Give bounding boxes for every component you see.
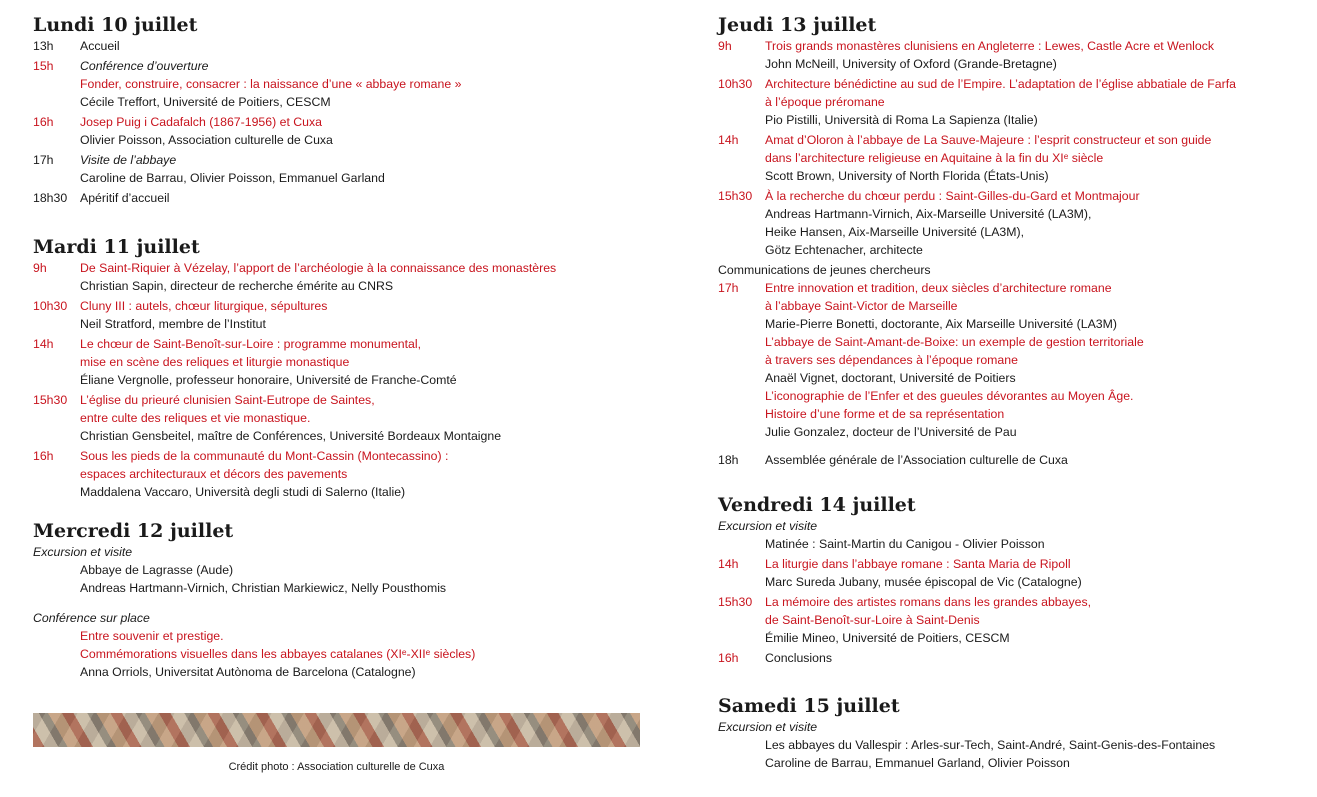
speaker-line: John McNeill, University of Oxford (Grande-Bretagne)	[765, 57, 1057, 71]
session-type: Conférence d’ouverture	[80, 59, 209, 73]
entry-body	[765, 187, 1308, 259]
speaker-line: Andreas Hartmann-Virnich, Christian Markiewicz, Nelly Pousthomis	[80, 581, 447, 595]
day-jeudi	[718, 13, 1308, 471]
entry-time: 15h30	[33, 393, 68, 407]
talk-title: Architecture bénédictine au sud de l’Empire. L’adaptation de l’église abbatiale de Farfa	[765, 77, 1236, 91]
entry-body	[80, 297, 663, 333]
program-entry	[718, 649, 1308, 667]
day-vendredi	[718, 493, 1308, 669]
program-entry	[718, 555, 1308, 591]
talk-title: Trois grands monastères clunisiens en Angleterre : Lewes, Castle Acre et Wenlock	[765, 39, 1215, 53]
entry-body	[765, 649, 1308, 667]
talk-title: espaces architecturaux et décors des pavements	[80, 467, 348, 481]
talk-title: Entre innovation et tradition, deux siècles d’architecture romane	[765, 281, 1112, 295]
entry-time: 10h30	[718, 77, 753, 91]
program-entry	[33, 335, 663, 389]
day-title: Jeudi 13 juillet	[718, 14, 877, 36]
talk-title: Commémorations visuelles dans les abbayes catalanes (XIᵉ-XIIᵉ siècles)	[80, 647, 476, 661]
day-title: Mercredi 12 juillet	[33, 520, 234, 542]
talk-title: L’église du prieuré clunisien Saint-Eutrope de Saintes,	[80, 393, 375, 407]
program-entry	[33, 113, 663, 149]
speaker-line: Maddalena Vaccaro, Università degli studi di Salerno (Italie)	[80, 485, 406, 499]
speaker-line: Julie Gonzalez, docteur de l’Université de Pau	[765, 425, 1017, 439]
entry-time: 16h	[33, 449, 54, 463]
talk-title: à travers ses dépendances à l’époque romane	[765, 353, 1018, 367]
entry-body	[80, 259, 663, 295]
program-entry	[33, 57, 663, 111]
program-entry	[33, 391, 663, 445]
program-entry	[33, 297, 663, 333]
entry-body	[765, 37, 1308, 73]
talk-title: Le chœur de Saint-Benoît-sur-Loire : programme monumental,	[80, 337, 422, 351]
speaker-line: Pio Pistilli, Università di Roma La Sapienza (Italie)	[765, 113, 1038, 127]
entry-body	[80, 335, 663, 389]
program-entry	[33, 447, 663, 501]
program-entry	[718, 279, 1308, 441]
talk-title: De Saint-Riquier à Vézelay, l’apport de l’archéologie à la connaissance des monastères	[80, 261, 557, 275]
program-entry	[718, 535, 1308, 553]
speaker-line: Apéritif d’accueil	[80, 191, 170, 205]
entry-time: 14h	[718, 133, 739, 147]
speaker-line: Götz Echtenacher, architecte	[765, 243, 923, 257]
speaker-line: Anna Orriols, Universitat Autònoma de Barcelona (Catalogne)	[80, 665, 416, 679]
entry-body	[765, 535, 1308, 553]
program-entry	[718, 736, 1308, 772]
speaker-line: Christian Sapin, directeur de recherche émérite au CNRS	[80, 279, 394, 293]
speaker-line: Marc Sureda Jubany, musée épiscopal de Vic (Catalogne)	[765, 575, 1082, 589]
program-entry	[718, 593, 1308, 647]
entry-time: 10h30	[33, 299, 68, 313]
speaker-line: Assemblée générale de l’Association culturelle de Cuxa	[765, 453, 1068, 467]
talk-title: La mémoire des artistes romans dans les grandes abbayes,	[765, 595, 1092, 609]
talk-title: Cluny III : autels, chœur liturgique, sépultures	[80, 299, 328, 313]
day-title: Vendredi 14 juillet	[718, 494, 916, 516]
day-mercredi	[33, 519, 663, 681]
session-type: Visite de l’abbaye	[80, 153, 177, 167]
entry-time: 14h	[718, 557, 739, 571]
program-entry	[718, 187, 1308, 259]
speaker-line	[33, 597, 663, 609]
section-label: Excursion et visite	[718, 519, 818, 533]
speaker-line: Caroline de Barrau, Emmanuel Garland, Olivier Poisson	[765, 756, 1070, 770]
talk-title: de Saint-Benoît-sur-Loire à Saint-Denis	[765, 613, 980, 627]
speaker-line: Caroline de Barrau, Olivier Poisson, Emmanuel Garland	[80, 171, 385, 185]
program-entry	[718, 131, 1308, 185]
program-entry	[33, 151, 663, 187]
talk-title: Josep Puig i Cadafalch (1867-1956) et Cuxa	[80, 115, 322, 129]
talk-title: Entre souvenir et prestige.	[80, 629, 224, 643]
speaker-line: Anaël Vignet, doctorant, Université de Poitiers	[765, 371, 1016, 385]
speaker-line: Scott Brown, University of North Florida (États-Unis)	[765, 169, 1049, 183]
talk-title: à l’époque préromane	[765, 95, 885, 109]
entry-body	[765, 279, 1308, 441]
entry-body	[765, 593, 1308, 647]
entry-body	[765, 555, 1308, 591]
day-mardi	[33, 235, 663, 503]
entry-body	[80, 447, 663, 501]
entry-time: 16h	[33, 115, 54, 129]
entry-time: 16h	[718, 651, 739, 665]
entry-body	[765, 736, 1308, 772]
speaker-line: Éliane Vergnolle, professeur honoraire, Université de Franche-Comté	[80, 373, 457, 387]
entry-time: 9h	[718, 39, 732, 53]
entry-time: 17h	[718, 281, 739, 295]
program-entry	[718, 37, 1308, 73]
talk-title: L’iconographie de l’Enfer et des gueules dévorantes au Moyen Âge.	[765, 389, 1134, 403]
talk-title: Amat d’Oloron à l’abbaye de La Sauve-Majeure : l’esprit constructeur et son guide	[765, 133, 1212, 147]
entry-time: 18h	[718, 453, 739, 467]
speaker-line: Conclusions	[765, 651, 832, 665]
talk-title: Histoire d’une forme et de sa représentation	[765, 407, 1005, 421]
speaker-line: Cécile Treffort, Université de Poitiers, CESCM	[80, 95, 331, 109]
entry-time	[718, 736, 765, 772]
talk-title: entre culte des reliques et vie monastique.	[80, 411, 311, 425]
speaker-line: Neil Stratford, membre de l’Institut	[80, 317, 266, 331]
speaker-line: Andreas Hartmann-Virnich, Aix-Marseille Université (LA3M),	[765, 207, 1092, 221]
entry-body	[80, 189, 663, 207]
day-lundi	[33, 13, 663, 209]
speaker-line: Abbaye de Lagrasse (Aude)	[80, 563, 234, 577]
speaker-line: Christian Gensbeitel, maître de Conférences, Université Bordeaux Montaigne	[80, 429, 502, 443]
talk-title: À la recherche du chœur perdu : Saint-Gilles-du-Gard et Montmajour	[765, 189, 1140, 203]
section-label: Communications de jeunes chercheurs	[718, 263, 931, 277]
speaker-line: Marie-Pierre Bonetti, doctorante, Aix Marseille Université (LA3M)	[765, 317, 1117, 331]
speaker-line: Matinée : Saint-Martin du Canigou - Olivier Poisson	[765, 537, 1045, 551]
speaker-line: Heike Hansen, Aix-Marseille Université (LA3M),	[765, 225, 1025, 239]
mosaic-photo	[33, 713, 640, 747]
program-entry	[718, 451, 1308, 469]
day-title: Lundi 10 juillet	[33, 14, 198, 36]
entry-body	[765, 75, 1308, 129]
speaker-line: Olivier Poisson, Association culturelle de Cuxa	[80, 133, 333, 147]
entry-body	[80, 57, 663, 111]
entry-body	[80, 391, 663, 445]
entry-time: 9h	[33, 261, 47, 275]
entry-time	[718, 535, 765, 553]
entry-time: 15h30	[718, 189, 753, 203]
section-label: Excursion et visite	[718, 720, 818, 734]
session-type: Conférence sur place	[33, 611, 150, 625]
speaker-line: Les abbayes du Vallespir : Arles-sur-Tech, Saint-André, Saint-Genis-des-Fontaines	[765, 738, 1216, 752]
entry-time: 13h	[33, 39, 54, 53]
day-title: Mardi 11 juillet	[33, 236, 200, 258]
talk-title: à l’abbaye Saint-Victor de Marseille	[765, 299, 958, 313]
entry-time: 15h30	[718, 595, 753, 609]
speaker-line: Émilie Mineo, Université de Poitiers, CESCM	[765, 631, 1010, 645]
session-type: Excursion et visite	[33, 545, 133, 559]
program-entry	[33, 37, 663, 55]
day-samedi	[718, 694, 1308, 774]
entry-time: 17h	[33, 153, 54, 167]
entry-body	[80, 151, 663, 187]
program-entry	[718, 75, 1308, 129]
program-entry	[33, 259, 663, 295]
entry-time: 18h30	[33, 191, 68, 205]
entry-body	[765, 131, 1308, 185]
talk-title: Fonder, construire, consacrer : la naissance d’une « abbaye romane »	[80, 77, 462, 91]
entry-time: 14h	[33, 337, 54, 351]
entry-time: 15h	[33, 59, 54, 73]
talk-title: Sous les pieds de la communauté du Mont-Cassin (Montecassino) :	[80, 449, 449, 463]
entry-body	[80, 113, 663, 149]
photo-credit: Crédit photo : Association culturelle de Cuxa	[228, 761, 445, 773]
talk-title: L’abbaye de Saint-Amant-de-Boixe: un exemple de gestion territoriale	[765, 335, 1144, 349]
day-title: Samedi 15 juillet	[718, 695, 900, 717]
program-entry	[33, 189, 663, 207]
talk-title: La liturgie dans l’abbaye romane : Santa Maria de Ripoll	[765, 557, 1071, 571]
entry-body	[765, 451, 1308, 469]
talk-title: mise en scène des reliques et liturgie monastique	[80, 355, 350, 369]
entry-body	[80, 37, 663, 55]
speaker-line: Accueil	[80, 39, 120, 53]
talk-title: dans l’architecture religieuse en Aquitaine à la fin du XIᵉ siècle	[765, 151, 1104, 165]
